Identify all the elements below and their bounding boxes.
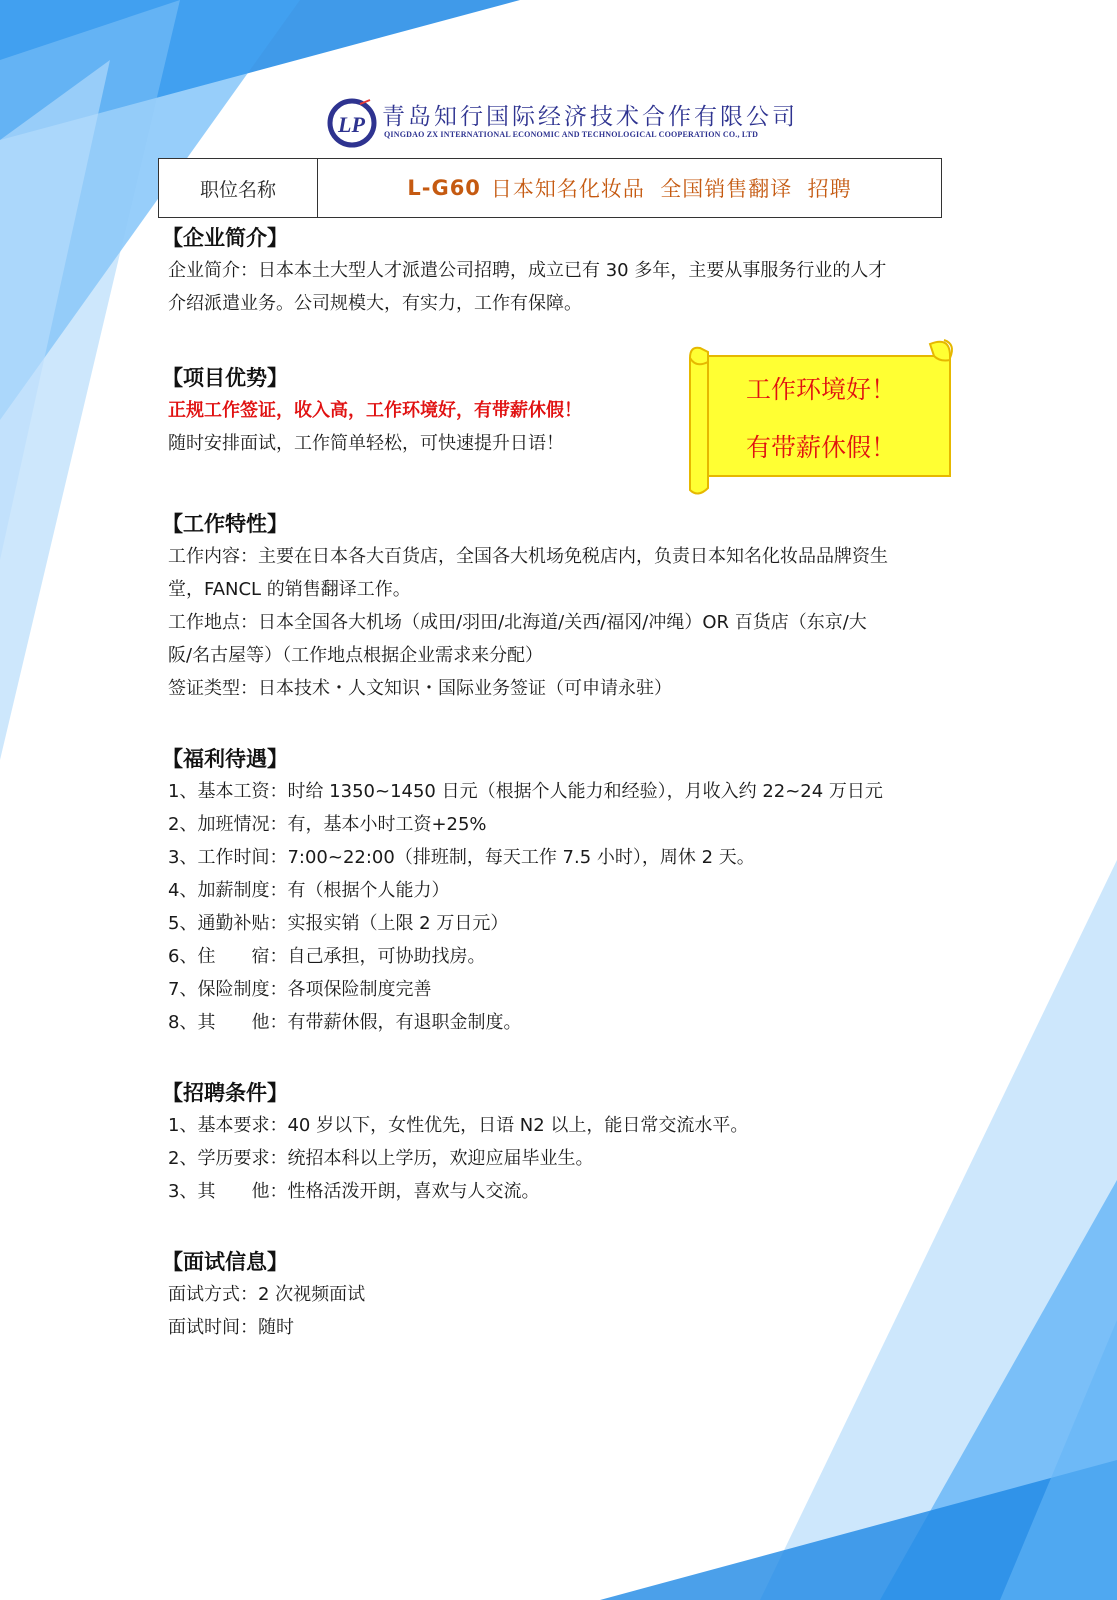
banner-line-2: 有带薪休假！ — [746, 433, 897, 462]
company-name-en: QINGDAO ZX INTERNATIONAL ECONOMIC AND TECHNOLOGICAL COOPERATION CO., LTD — [384, 130, 759, 139]
banner-line-1: 工作环境好！ — [746, 375, 897, 404]
benefit-item: 6、住 宿：自己承担，可协助找房。 — [168, 946, 486, 967]
work-line: 阪/名古屋等）（工作地点根据企业需求来分配） — [168, 645, 544, 666]
benefit-item: 8、其 他：有带薪休假，有退职金制度。 — [168, 1012, 522, 1033]
section-heading-advantage: 【项目优势】 — [162, 366, 288, 390]
benefit-item: 4、加薪制度：有（根据个人能力） — [168, 880, 450, 901]
section-heading-requirements: 【招聘条件】 — [162, 1081, 288, 1105]
requirement-item: 2、学历要求：统招本科以上学历，欢迎应届毕业生。 — [168, 1148, 594, 1169]
interview-line: 面试方式：2 次视频面试 — [168, 1284, 366, 1305]
requirement-item: 3、其 他：性格活泼开朗，喜欢与人交流。 — [168, 1181, 540, 1202]
job-title-text: 日本知名化妆品 全国销售翻译 招聘 — [490, 177, 852, 201]
advantage-highlight: 正规工作签证，收入高，工作环境好，有带薪休假！ — [168, 400, 582, 421]
work-line: 签证类型：日本技术・人文知识・国际业务签证（可申请永驻） — [168, 678, 672, 699]
work-line: 工作地点：日本全国各大机场（成田/羽田/北海道/关西/福冈/冲绳）OR 百货店（东京/大 — [168, 612, 867, 633]
benefit-item: 3、工作时间：7:00~22:00（排班制，每天工作 7.5 小时），周休 2 天。 — [168, 847, 755, 868]
job-title-value — [318, 159, 941, 217]
work-line: 工作内容：主要在日本各大百货店，全国各大机场免税店内，负责日本知名化妆品品牌资生 — [168, 546, 888, 567]
company-line: 介绍派遣业务。公司规模大，有实力，工作有保障。 — [168, 293, 582, 314]
company-logo — [326, 96, 796, 152]
advantage-line: 随时安排面试，工作简单轻松，可快速提升日语！ — [168, 433, 564, 454]
benefit-item: 1、基本工资：时给 1350~1450 日元（根据个人能力和经验），月收入约 22~24 万日元 — [168, 781, 883, 802]
job-title-label: 职位名称 — [159, 159, 318, 217]
company-line: 企业简介：日本本土大型人才派遣公司招聘，成立已有 30 多年，主要从事服务行业的人才 — [168, 260, 887, 281]
requirement-item: 1、基本要求：40 岁以下，女性优先，日语 N2 以上，能日常交流水平。 — [168, 1115, 749, 1136]
work-line: 堂，FANCL 的销售翻译工作。 — [168, 579, 411, 600]
job-code: L-G60 — [407, 176, 481, 200]
job-title-table — [158, 158, 942, 218]
logo-mark-text: LP — [338, 112, 365, 137]
job-content — [162, 222, 958, 1344]
benefit-item: 2、加班情况：有，基本小时工资+25% — [168, 814, 487, 835]
section-heading-work: 【工作特性】 — [162, 512, 288, 536]
company-name-cn: 青岛知行国际经济技术合作有限公司 — [382, 104, 798, 130]
section-heading-interview: 【面试信息】 — [162, 1250, 288, 1274]
benefit-item: 7、保险制度：各项保险制度完善 — [168, 979, 432, 1000]
benefit-item: 5、通勤补贴：实报实销（上限 2 万日元） — [168, 913, 509, 934]
interview-line: 面试时间：随时 — [168, 1317, 294, 1338]
section-heading-benefits: 【福利待遇】 — [162, 747, 288, 771]
logo-mark-icon — [326, 96, 378, 148]
section-heading-company: 【企业简介】 — [162, 226, 288, 250]
